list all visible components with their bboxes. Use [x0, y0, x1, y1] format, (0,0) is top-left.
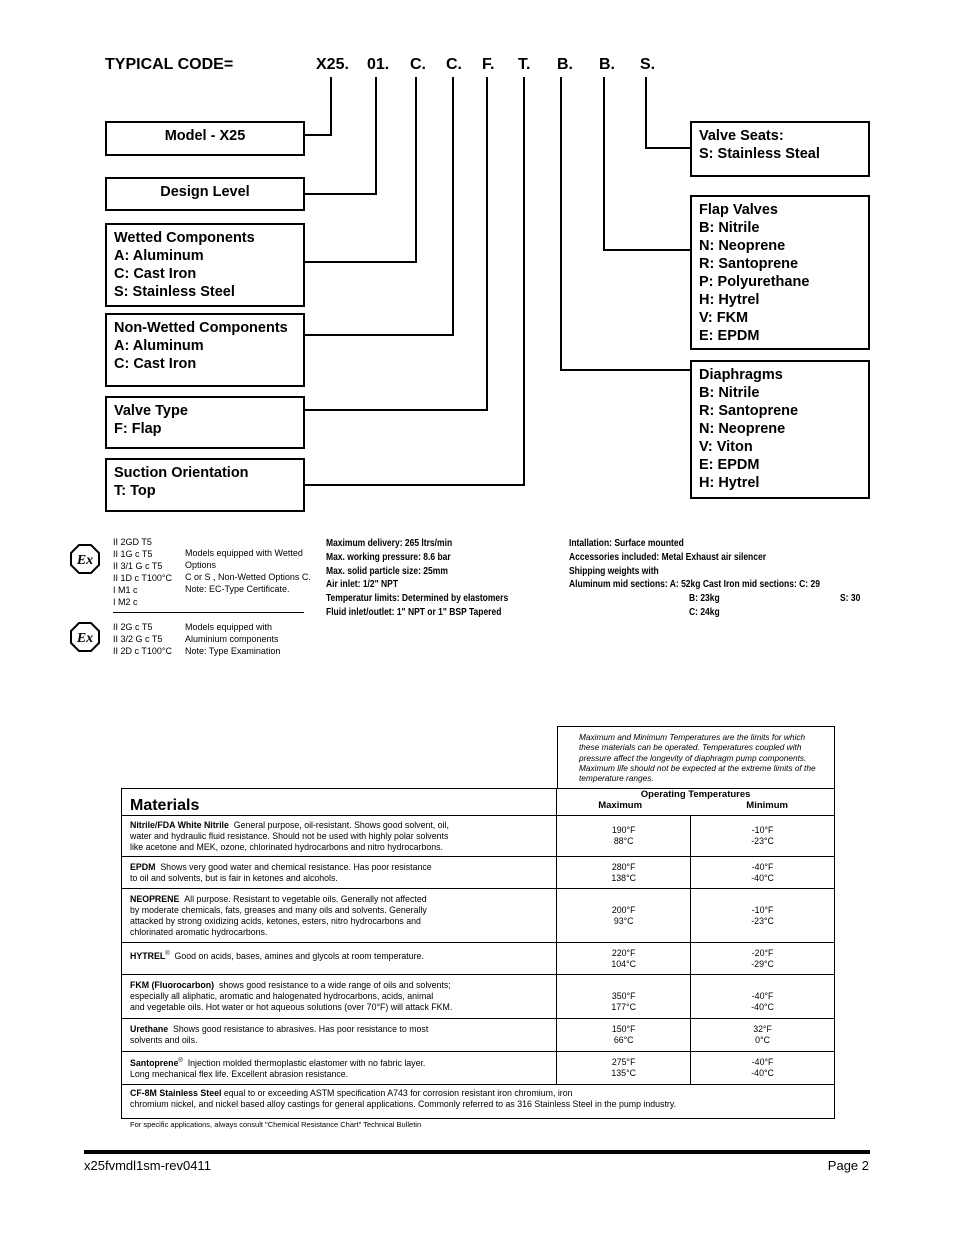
- registered-mark: ®: [178, 1058, 183, 1065]
- table-row: [122, 1019, 835, 1052]
- material-text: All purpose. Resistant to vegetable oils. Generally not affected: [184, 893, 427, 904]
- max-f: 220°F: [611, 947, 636, 958]
- material-text: solvents and oils.: [130, 1035, 198, 1045]
- diaphragms-option: R: Santoprene: [699, 403, 799, 419]
- materials-title-cell: [122, 789, 557, 816]
- table-row: [122, 943, 835, 975]
- diaphragms-option: N: Neoprene: [699, 421, 786, 437]
- op-temps-label: Operating Temperatures: [640, 789, 751, 800]
- material-text: General purpose, oil-resistant. Shows good solvent, oil,: [233, 819, 449, 830]
- op-temps-header: [557, 789, 835, 816]
- atex-group1-notes: [185, 547, 311, 595]
- atex-code: II 2D c T100°C: [113, 646, 172, 656]
- max-temp: [557, 816, 691, 857]
- connector-model: [304, 77, 331, 135]
- temperature-note: Maximum and Minimum Temperatures are the limits for which these materials can be operated. Temperatures coupled with pressure affect the longevity of diaphragm pump components. Maximum life should not be expected at the extreme limits of the temperature ranges.: [557, 726, 835, 789]
- table-row: [122, 1052, 835, 1085]
- min-temp: [691, 943, 835, 975]
- materials-footnote: For specific applications, always consult "Chemical Resistance Chart" Technical Bulletin: [130, 1120, 422, 1129]
- atex-group1-codes: [113, 536, 172, 608]
- flap-valves-option: V: FKM: [699, 310, 749, 326]
- atex-code: I M1 c: [113, 585, 138, 595]
- wetted-title: Wetted Components: [114, 230, 255, 246]
- spec-line: Temperatur limits: Determined by elastomers: [326, 593, 509, 605]
- material-name: CF-8M Stainless Steel: [130, 1087, 222, 1098]
- atex-group2-codes: [113, 621, 172, 657]
- code-char-nonwetted: C.: [446, 56, 462, 73]
- min-c: -29°C: [751, 958, 774, 969]
- model-box-line: Model - X25: [164, 128, 246, 144]
- material-text: attacked by strong oxidizing acids, ketones, esters, nitro hydrocarbons and: [130, 915, 421, 926]
- valve-type-option: F: Flap: [114, 421, 162, 437]
- non-wetted-components-box: [105, 313, 305, 387]
- max-temp: [557, 1019, 691, 1052]
- material-desc: [122, 975, 557, 1019]
- model-box: [105, 121, 305, 156]
- diaphragms-option: H: Hytrel: [699, 475, 760, 491]
- spec-line: Shipping weights with: [569, 565, 659, 577]
- flap-valves-option: R: Santoprene: [699, 256, 799, 272]
- min-label: Minimum: [746, 799, 788, 811]
- spec-line: Air inlet: 1/2" NPT: [326, 579, 399, 591]
- spec-line: Max. working pressure: 8.6 bar: [326, 551, 451, 563]
- max-temp: [557, 857, 691, 889]
- min-temp: [691, 1052, 835, 1085]
- max-f: 280°F: [611, 861, 636, 872]
- material-text: Shows good resistance to abrasives. Has poor resistance to most: [173, 1024, 429, 1034]
- min-temp: [691, 857, 835, 889]
- max-f: 200°F: [611, 904, 636, 915]
- min-f: -40°F: [751, 1057, 774, 1067]
- atex-code: II 3/1 G c T5: [113, 561, 163, 571]
- atex-code: II 1D c T100°C: [113, 573, 172, 583]
- connector-valve-seat: [646, 77, 691, 148]
- material-desc: [122, 1019, 557, 1052]
- design-level-box-line: Design Level: [160, 184, 250, 200]
- atex-ex-icon: [70, 622, 100, 652]
- valve-seats-title: Valve Seats:: [699, 128, 784, 144]
- max-f: 190°F: [611, 825, 636, 835]
- diaphragms-option: B: Nitrile: [699, 385, 760, 401]
- diaphragms-option: V: Viton: [699, 439, 753, 455]
- min-f: -40°F: [751, 991, 774, 1001]
- material-name: HYTREL: [130, 950, 166, 961]
- material-text: shows good resistance to a wide range of oils and solvents;: [218, 980, 451, 990]
- max-temp: [557, 975, 691, 1019]
- material-text: water and hydraulic fluid resistance. Should not be used with highly polar solvents: [130, 830, 449, 841]
- max-c: 135°C: [611, 1068, 636, 1078]
- svg-text:Ex: Ex: [76, 553, 94, 568]
- material-desc: [122, 857, 557, 889]
- material-name: Urethane: [130, 1024, 169, 1034]
- max-label: Maximum: [598, 799, 643, 811]
- max-c: 177°C: [611, 1002, 636, 1012]
- min-temp: [691, 889, 835, 943]
- max-c: 93°C: [613, 915, 634, 926]
- specs-performance: [326, 537, 508, 620]
- atex-code: II 1G c T5: [113, 549, 153, 559]
- atex-note: Models equipped with Wetted: [185, 548, 303, 558]
- atex-note: C or S , Non-Wetted Options C.: [185, 572, 311, 582]
- wetted-option: S: Stainless Steel: [114, 284, 235, 300]
- material-desc: [122, 816, 557, 857]
- material-text: like acetone and MEK, ozone, chlorinated hydrocarbons and nitro hydrocarbons.: [130, 841, 443, 852]
- min-f: -10°F: [751, 825, 774, 835]
- atex-ex-icon: [70, 544, 100, 574]
- valve-seats-box: [690, 121, 870, 177]
- flap-valves-option: E: EPDM: [699, 328, 760, 344]
- materials-table: [121, 788, 835, 1119]
- max-f: 350°F: [611, 991, 636, 1001]
- material-desc: [122, 889, 557, 943]
- min-f: -10°F: [751, 904, 774, 915]
- flap-valves-option: P: Polyurethane: [699, 274, 810, 290]
- flap-valves-box: [690, 195, 870, 350]
- material-text: Good on acids, bases, amines and glycols at room temperature.: [174, 950, 424, 961]
- non-wetted-option: A: Aluminum: [114, 338, 204, 354]
- atex-code: I M2 c: [113, 597, 138, 607]
- op-temps-subheaders: [558, 801, 833, 812]
- suction-option: T: Top: [114, 483, 156, 499]
- weight-c: C: 24kg: [689, 607, 720, 618]
- wetted-components-box: [105, 223, 305, 307]
- material-text: equal to or exceeding ASTM specification A743 for corrosion resistant iron chromium, iron: [223, 1087, 573, 1098]
- material-text: chromium nickel, and nickel based alloy castings for general applications. Commonly referred to as 316 Stainless Steel in the pump industry.: [130, 1098, 677, 1109]
- flap-valves-option: B: Nitrile: [699, 220, 760, 236]
- table-row: [122, 975, 835, 1019]
- materials-title: Materials: [130, 797, 200, 814]
- material-desc: [122, 943, 557, 975]
- table-row: [122, 816, 835, 857]
- valve-type-box: [105, 396, 305, 449]
- code-char-valve-seat: S.: [640, 56, 656, 73]
- material-name: Santoprene: [130, 1057, 179, 1068]
- max-temp: [557, 1052, 691, 1085]
- min-c: -40°C: [751, 1002, 774, 1012]
- wetted-option: A: Aluminum: [114, 248, 204, 264]
- valve-type-title: Valve Type: [114, 403, 188, 419]
- atex-code: II 2G c T5: [113, 622, 153, 632]
- spec-line: Aluminum mid sections: A: 52kg Cast Iron mid sections: C: 29: [569, 579, 820, 591]
- spec-line: Fluid inlet/outlet: 1" NPT or 1" BSP Tapered: [326, 606, 502, 618]
- diaphragms-option: E: EPDM: [699, 457, 760, 473]
- connector-wetted: [304, 77, 416, 262]
- material-text: to oil and solvents, but is fair in ketones and alcohols.: [130, 872, 338, 883]
- spec-line: Max. solid particle size: 25mm: [326, 565, 448, 577]
- wetted-option: C: Cast Iron: [114, 266, 197, 282]
- suction-orientation-box: [105, 458, 305, 512]
- atex-group2-notes: [185, 621, 280, 657]
- min-f: -40°F: [751, 861, 774, 872]
- material-text: Shows very good water and chemical resistance. Has poor resistance: [160, 861, 432, 872]
- max-c: 88°C: [613, 836, 634, 846]
- non-wetted-option: C: Cast Iron: [114, 356, 197, 372]
- registered-mark: ®: [165, 951, 170, 957]
- flap-valves-option: N: Neoprene: [699, 238, 786, 254]
- atex-code: II 2GD T5: [113, 537, 152, 547]
- material-name: NEOPRENE: [130, 893, 180, 904]
- min-temp: [691, 1019, 835, 1052]
- code-char-wetted: C.: [410, 56, 426, 73]
- max-temp: [557, 889, 691, 943]
- material-text: by moderate chemicals, fats, greases and many oils and solvents. Generally: [130, 904, 427, 915]
- connector-suction: [304, 77, 524, 485]
- max-c: 66°C: [613, 1035, 634, 1045]
- max-c: 138°C: [611, 872, 636, 883]
- table-row: [122, 857, 835, 889]
- min-c: -23°C: [751, 836, 774, 846]
- min-f: 32°F: [753, 1024, 772, 1034]
- specs-installation: [569, 537, 820, 592]
- material-text: chlorinated aromatic hydrocarbons.: [130, 926, 268, 937]
- min-c: -23°C: [751, 915, 774, 926]
- atex-note: Models equipped with: [185, 622, 273, 632]
- max-temp: [557, 943, 691, 975]
- design-level-box: [105, 177, 305, 211]
- max-c: 104°C: [611, 958, 636, 969]
- material-text: Injection molded thermoplastic elastomer with no fabric layer.: [187, 1057, 426, 1068]
- weight-s: S: 30: [840, 593, 861, 604]
- min-temp: [691, 816, 835, 857]
- svg-text:Ex: Ex: [76, 631, 94, 646]
- min-temp: [691, 975, 835, 1019]
- weight-b: B: 23kg: [689, 593, 720, 604]
- min-c: -40°C: [751, 872, 774, 883]
- table-row: [122, 1085, 835, 1119]
- material-desc: [122, 1085, 835, 1119]
- material-desc: [122, 1052, 557, 1085]
- connector-diaphragm: [561, 77, 691, 370]
- material-text: and vegetable oils. Hot water or hot aqueous solutions (over 70°F) will attack FKM.: [130, 1002, 453, 1012]
- atex-divider: [113, 612, 304, 613]
- connector-flap-valve: [604, 77, 691, 250]
- material-text: especially all aliphatic, aromatic and halogenated hydrocarbons, acids, animal: [130, 991, 434, 1001]
- max-f: 150°F: [611, 1024, 636, 1034]
- suction-title: Suction Orientation: [114, 465, 249, 481]
- atex-note: Note: EC-Type Certificate.: [185, 584, 290, 594]
- typical-code-label: TYPICAL CODE=: [105, 56, 234, 73]
- max-f: 275°F: [611, 1057, 636, 1067]
- min-f: -20°F: [751, 947, 774, 958]
- flap-valves-title: Flap Valves: [699, 202, 778, 218]
- connector-nonwetted: [304, 77, 453, 335]
- material-name: FKM (Fluorocarbon): [130, 980, 215, 990]
- valve-seats-option: S: Stainless Steal: [699, 146, 820, 162]
- code-char-design: 01.: [367, 56, 390, 73]
- material-name: EPDM: [130, 861, 156, 872]
- atex-note: Note: Type Examination: [185, 646, 281, 656]
- atex-code: II 3/2 G c T5: [113, 634, 163, 644]
- footer-doc-code: x25fvmdl1sm-rev0411: [84, 1158, 211, 1173]
- atex-note: Aluminium components: [185, 634, 279, 644]
- table-row: [122, 889, 835, 943]
- code-char-model: X25.: [316, 56, 349, 73]
- spec-line: Maximum delivery: 265 ltrs/min: [326, 538, 453, 549]
- non-wetted-title: Non-Wetted Components: [114, 320, 288, 336]
- material-text: Long mechanical flex life. Excellent abrasion resistance.: [130, 1068, 349, 1079]
- min-c: -40°C: [751, 1068, 774, 1078]
- spec-line: Intallation: Surface mounted: [569, 538, 684, 549]
- footer-rule: [84, 1150, 870, 1154]
- diaphragms-box: [690, 360, 870, 499]
- flap-valves-option: H: Hytrel: [699, 292, 760, 308]
- code-char-suction: T.: [518, 56, 531, 73]
- code-char-valve-type: F.: [482, 56, 495, 73]
- diaphragms-title: Diaphragms: [699, 367, 783, 383]
- footer-page-number: Page 2: [827, 1158, 869, 1173]
- material-name: Nitrile/FDA White Nitrile: [130, 819, 229, 830]
- materials-header-row: [122, 789, 835, 816]
- spec-line: Accessories included: Metal Exhaust air silencer: [569, 551, 767, 563]
- code-char-flap-valve: B.: [599, 56, 615, 73]
- min-c: 0°C: [755, 1035, 770, 1045]
- code-char-diaphragm: B.: [557, 56, 573, 73]
- atex-note: Options: [185, 560, 217, 570]
